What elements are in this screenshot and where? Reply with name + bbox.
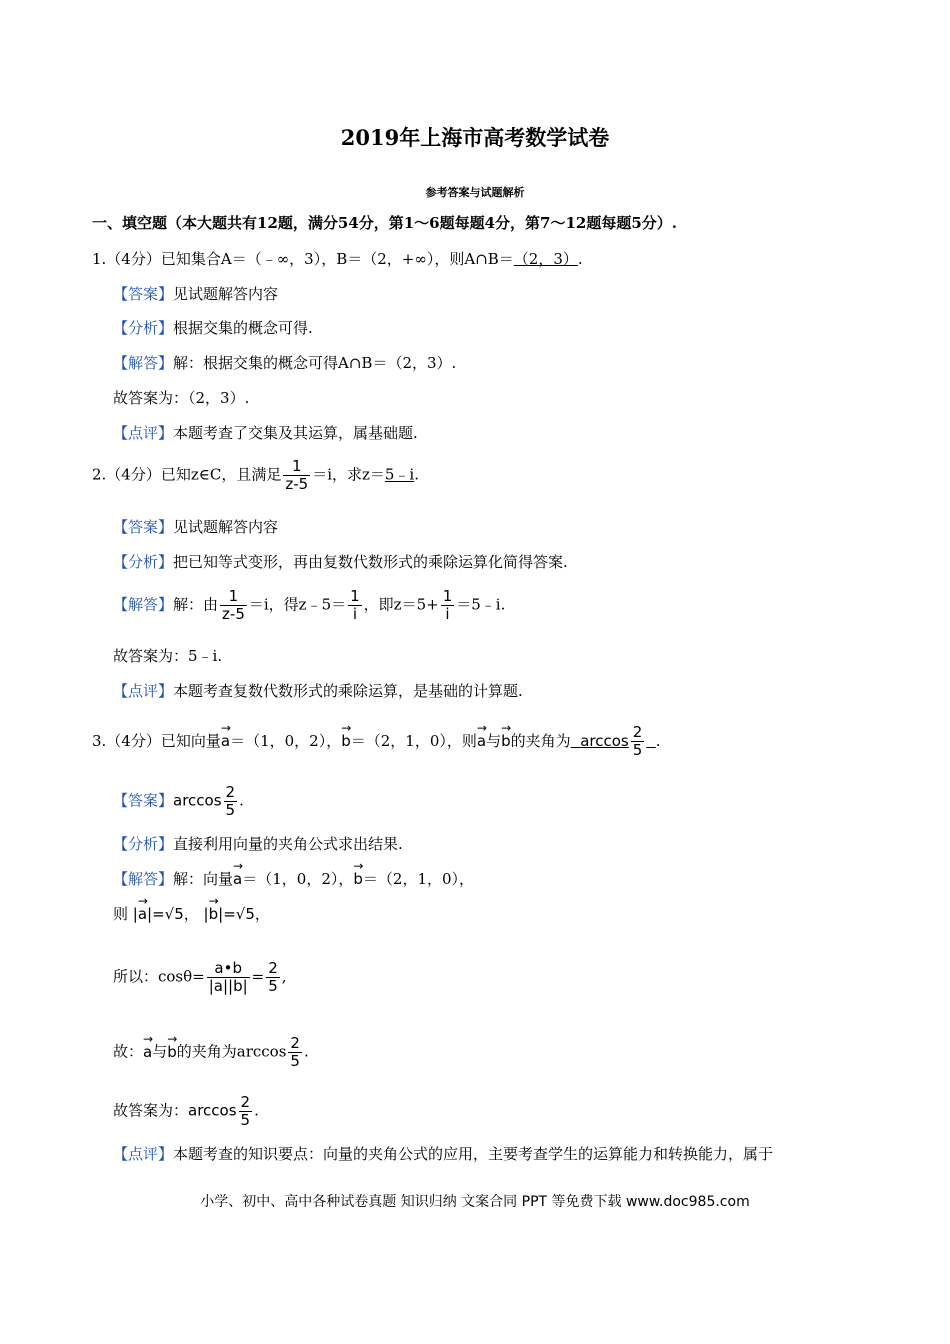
q2-solution — [113, 588, 505, 623]
q2-frac-num: 1 — [283, 458, 310, 476]
comment-tag: 【点评】 — [113, 1145, 174, 1163]
q3-cos-den: |a||b| — [208, 977, 248, 995]
solution-tag: 【解答】 — [113, 354, 174, 372]
vector-b: → b — [341, 731, 351, 751]
q1-final: 故答案为：（2，3）. — [113, 389, 250, 407]
q3-stem-b: ＝（1，0，2）， — [230, 732, 342, 750]
solution-tag: 【解答】 — [113, 870, 174, 888]
q3-cos-num: a•b — [207, 960, 250, 978]
q3-gu-frac-den: 5 — [290, 1052, 300, 1070]
q3-sol-b: ＝（1，0，2）， — [242, 870, 354, 888]
vector-a: → a — [143, 1042, 152, 1062]
q3-analysis-text: 直接利用向量的夹角公式求出结果. — [173, 835, 403, 853]
vector-a: → a — [233, 869, 242, 889]
q3-stem-a: 3.（4分）已知向量 — [92, 732, 221, 750]
analysis-tag: 【分析】 — [113, 835, 174, 853]
q1-answer — [113, 284, 278, 304]
vector-b: → b — [501, 731, 511, 751]
q2-sol-frac-3 — [441, 588, 455, 623]
q2-sol-frac-3-den: i — [445, 605, 450, 623]
q1-comment — [113, 423, 418, 443]
q3-stem-c: ＝（2，1，0），则 — [350, 732, 477, 750]
q3-answer-frac-num: 2 — [225, 783, 236, 801]
q3-answer-arccos: arccos — [173, 791, 222, 810]
q1-stem-text: 1.（4分）已知集合A＝（﹣∞，3），B＝（2，+∞），则A∩B＝ — [92, 250, 514, 268]
q1-analysis-text: 根据交集的概念可得. — [173, 319, 313, 337]
answer-tag: 【答案】 — [113, 285, 174, 303]
q3-norm-eq-a: =√5， — [152, 905, 199, 923]
q3-cos-result-den: 5 — [268, 977, 278, 995]
analysis-tag: 【分析】 — [113, 553, 174, 571]
q3-answer-frac — [224, 784, 238, 819]
q3-answer-frac-den: 5 — [225, 801, 236, 819]
q3-norm-eq-b: =√5， — [223, 905, 270, 923]
q3-gu-suffix: 的夹角为arccos — [176, 1042, 287, 1061]
q3-gu-line — [113, 1035, 309, 1070]
q3-solution — [113, 869, 474, 889]
q1-blank: （2，3） — [513, 250, 578, 268]
q3-final — [113, 1094, 259, 1129]
q2-sol-frac-2-num: 1 — [350, 587, 360, 605]
page-title: 2019年上海市高考数学试卷 — [340, 125, 610, 150]
q2-sol-frac-1-den: z-5 — [222, 605, 245, 623]
q2-fraction — [283, 458, 310, 493]
q3-gu-end: . — [303, 1042, 309, 1061]
q3-blank-frac-den: 5 — [632, 741, 643, 759]
vector-b: → b — [353, 869, 363, 889]
q2-blank: 5﹣i — [384, 465, 415, 484]
vector-b: → b — [209, 904, 219, 924]
q2-analysis-text: 把已知等式变形，再由复数代数形式的乘除运算化简得答案. — [173, 553, 568, 571]
q3-cos-result-num: 2 — [268, 959, 278, 977]
vector-a: → a — [221, 731, 230, 751]
q2-stem-b: ＝i，求z＝ — [312, 465, 385, 484]
answer-tag: 【答案】 — [113, 518, 174, 536]
q3-comment-text: 本题考查的知识要点：向量的夹角公式的应用，主要考查学生的运算能力和转换能力，属于 — [173, 1145, 774, 1163]
page-footer: 小学、初中、高中各种试卷真题 知识归纳 文案合同 PPT 等免费下载 www.doc985.com — [200, 1194, 750, 1210]
answer-tag: 【答案】 — [113, 791, 174, 810]
q3-final-frac-den: 5 — [240, 1111, 251, 1129]
q3-norm-prefix: 则 — [113, 905, 129, 923]
q3-final-frac-num: 2 — [240, 1093, 251, 1111]
q3-end: . — [655, 732, 661, 750]
q3-sol-c: ＝（2，1，0）， — [362, 870, 475, 888]
q3-gu-mid: 与 — [152, 1042, 168, 1061]
comment-tag: 【点评】 — [113, 424, 174, 442]
q3-final-frac — [239, 1094, 253, 1129]
vector-a: → a — [138, 904, 147, 924]
q1-end: . — [577, 250, 583, 268]
q3-stem-e: 的夹角为 — [510, 732, 571, 750]
q1-solution — [113, 353, 456, 373]
vector-b: → b — [167, 1042, 177, 1062]
analysis-tag: 【分析】 — [113, 319, 174, 337]
q2-frac-den: z-5 — [285, 475, 309, 493]
q3-gu-frac — [288, 1035, 302, 1070]
q3-blank-frac — [631, 724, 645, 759]
q3-analysis — [113, 834, 403, 854]
q2-sol-frac-2 — [348, 588, 362, 623]
q2-end: . — [414, 465, 420, 484]
q3-cos-result — [266, 960, 280, 995]
q3-answer-end: . — [239, 791, 244, 810]
q3-cos-comma: , — [281, 967, 287, 986]
q2-sol-d: ＝5﹣i. — [456, 595, 506, 614]
q2-sol-b: ＝i，得z﹣5＝ — [248, 595, 347, 614]
solution-tag: 【解答】 — [113, 595, 174, 614]
q3-norm-line: 则 |→ a|=√5， |→ b|=√5， — [113, 904, 270, 924]
q2-sol-frac-3-num: 1 — [442, 587, 453, 605]
section-heading: 一、填空题（本大题共有12题，满分54分，第1～6题每题4分，第7～12题每题5分）. — [92, 214, 678, 232]
comment-tag: 【点评】 — [113, 682, 174, 700]
page-subtitle: 参考答案与试题解析 — [425, 186, 525, 199]
q2-final: 故答案为：5﹣i. — [113, 647, 223, 665]
q2-sol-frac-2-den: i — [352, 605, 357, 623]
q3-stem-d: 与 — [486, 732, 502, 750]
q3-comment — [113, 1144, 773, 1164]
q2-analysis — [113, 552, 568, 572]
q3-gu-prefix: 故： — [113, 1042, 144, 1061]
q2-sol-frac-1-num: 1 — [220, 588, 247, 606]
q2-comment-text: 本题考查复数代数形式的乘除运算，是基础的计算题. — [173, 682, 523, 700]
q3-stem — [92, 724, 661, 759]
q2-stem-a: 2.（4分）已知z∈C，且满足 — [92, 465, 282, 484]
q3-cos-frac — [207, 960, 250, 995]
vector-a: → a — [477, 731, 486, 751]
q3-final-arccos: arccos — [188, 1101, 237, 1120]
q3-final-end: . — [254, 1101, 259, 1120]
q3-blank-arccos: arccos — [580, 732, 629, 750]
q3-final-prefix: 故答案为： — [113, 1101, 189, 1120]
q1-analysis — [113, 318, 313, 338]
q3-cos-prefix: 所以：cosθ= — [113, 967, 205, 986]
q1-stem — [92, 249, 583, 269]
q3-sol-a: 解：向量 — [173, 870, 234, 888]
q2-answer — [113, 517, 278, 537]
q2-sol-c: ，即z＝5+ — [363, 595, 439, 614]
q3-answer — [113, 784, 244, 819]
q1-comment-text: 本题考查了交集及其运算，属基础题. — [173, 424, 418, 442]
q3-gu-frac-num: 2 — [290, 1034, 300, 1052]
q1-answer-text: 见试题解答内容 — [173, 285, 279, 303]
q3-cos-eq: = — [251, 967, 265, 986]
q2-answer-text: 见试题解答内容 — [173, 518, 279, 536]
q3-cos-line — [113, 960, 287, 995]
q3-blank — [571, 723, 656, 759]
q1-solution-text: 解：根据交集的概念可得A∩B＝（2，3）. — [173, 354, 457, 372]
q2-sol-frac-1 — [220, 588, 247, 623]
q2-comment — [113, 681, 523, 701]
q2-sol-a: 解：由 — [173, 595, 219, 614]
q3-blank-frac-num: 2 — [632, 723, 643, 741]
q2-stem — [92, 458, 419, 493]
